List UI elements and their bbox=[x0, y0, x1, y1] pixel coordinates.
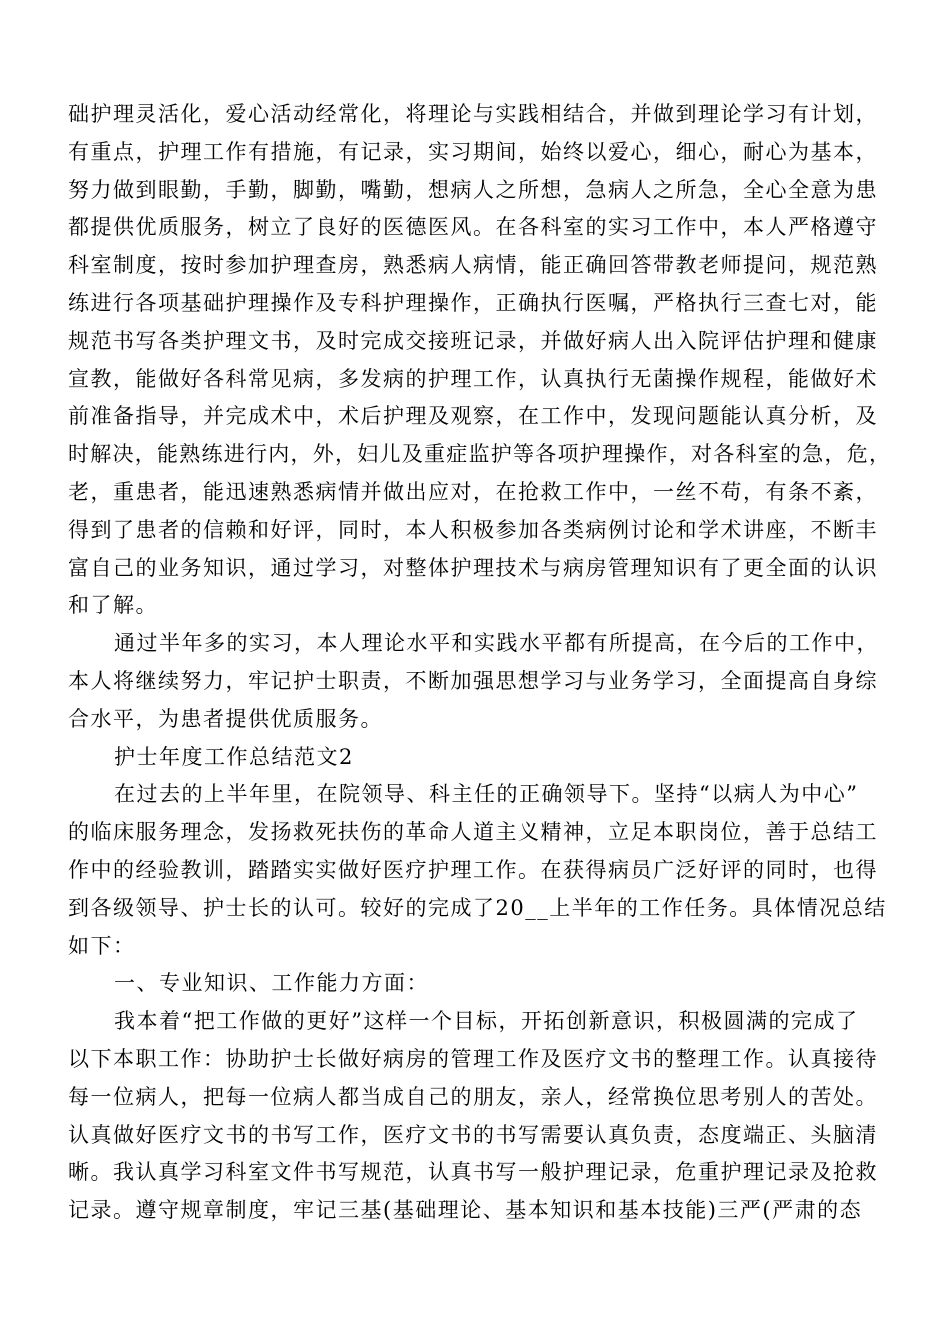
text-line: 努力做到眼勤，手勤，脚勤，嘴勤，想病人之所想，急病人之所急，全心全意为患 bbox=[68, 177, 878, 202]
text-line: 时解决，能熟练进行内，外，妇儿及重症监护等各项护理操作，对各科室的急，危， bbox=[68, 442, 892, 467]
text-line: 宣教，能做好各科常见病，多发病的护理工作，认真执行无菌操作规程，能做好术 bbox=[68, 366, 878, 391]
text-line: 有重点，护理工作有措施，有记录，实习期间，始终以爱心，细心，耐心为基本， bbox=[68, 139, 878, 164]
text-line: 本人将继续努力，牢记护士职责，不断加强思想学习与业务学习，全面提高自身综 bbox=[68, 668, 878, 693]
text-line: 作中的经验教训，踏踏实实做好医疗护理工作。在获得病员广泛好评的同时，也得 bbox=[68, 857, 878, 882]
text-line: 都提供优质服务，树立了良好的医德医风。在各科室的实习工作中，本人严格遵守 bbox=[68, 215, 878, 240]
document-body bbox=[68, 96, 894, 1230]
text-line: 记录。遵守规章制度，牢记三基(基础理论、基本知识和基本技能)三严(严肃的态 bbox=[68, 1198, 863, 1223]
text-line: 和了解。 bbox=[68, 593, 158, 618]
text-line: 到各级领导、护士长的认可。较好的完成了20__上半年的工作任务。具体情况总结 bbox=[68, 895, 887, 920]
text-line: 每一位病人，把每一位病人都当成自己的朋友，亲人，经常换位思考别人的苦处。 bbox=[68, 1084, 878, 1109]
text-line: 科室制度，按时参加护理查房，熟悉病人病情，能正确回答带教老师提问，规范熟 bbox=[68, 253, 878, 278]
text-line: 得到了患者的信赖和好评，同时，本人积极参加各类病例讨论和学术讲座，不断丰 bbox=[68, 517, 878, 542]
text-line: 认真做好医疗文书的书写工作，医疗文书的书写需要认真负责，态度端正、头脑清 bbox=[68, 1122, 878, 1147]
text-line: 练进行各项基础护理操作及专科护理操作，正确执行医嘱，严格执行三查七对，能 bbox=[68, 290, 878, 315]
text-line: 合水平，为患者提供优质服务。 bbox=[68, 706, 383, 731]
text-line: 规范书写各类护理文书，及时完成交接班记录，并做好病人出入院评估护理和健康 bbox=[68, 328, 878, 353]
text-line: 老，重患者，能迅速熟悉病情并做出应对，在抢救工作中，一丝不苟，有条不紊， bbox=[68, 479, 878, 504]
text-line: 富自己的业务知识，通过学习，对整体护理技术与病房管理知识有了更全面的认识 bbox=[68, 555, 878, 580]
paragraph-start-line: 通过半年多的实习，本人理论水平和实践水平都有所提高，在今后的工作中， bbox=[114, 631, 879, 656]
text-line: 以下本职工作：协助护士长做好病房的管理工作及医疗文书的整理工作。认真接待 bbox=[68, 1046, 878, 1071]
text-line: 如下： bbox=[68, 933, 136, 958]
paragraph-start-line: 我本着“把工作做的更好”这样一个目标，开拓创新意识，积极圆满的完成了 bbox=[114, 1009, 859, 1034]
paragraph-start-line: 在过去的上半年里，在院领导、科主任的正确领导下。坚持“以病人为中心” bbox=[114, 782, 859, 807]
text-line: 前准备指导，并完成术中，术后护理及观察，在工作中，发现问题能认真分析，及 bbox=[68, 404, 878, 429]
subsection-heading: 一、专业知识、工作能力方面： bbox=[114, 971, 429, 996]
section-heading: 护士年度工作总结范文2 bbox=[114, 744, 354, 769]
text-line: 础护理灵活化，爱心活动经常化，将理论与实践相结合，并做到理论学习有计划， bbox=[68, 102, 878, 126]
text-line: 晰。我认真学习科室文件书写规范，认真书写一般护理记录，危重护理记录及抢救 bbox=[68, 1160, 878, 1185]
text-line: 的临床服务理念，发扬救死扶伤的革命人道主义精神，立足本职岗位，善于总结工 bbox=[68, 820, 878, 845]
